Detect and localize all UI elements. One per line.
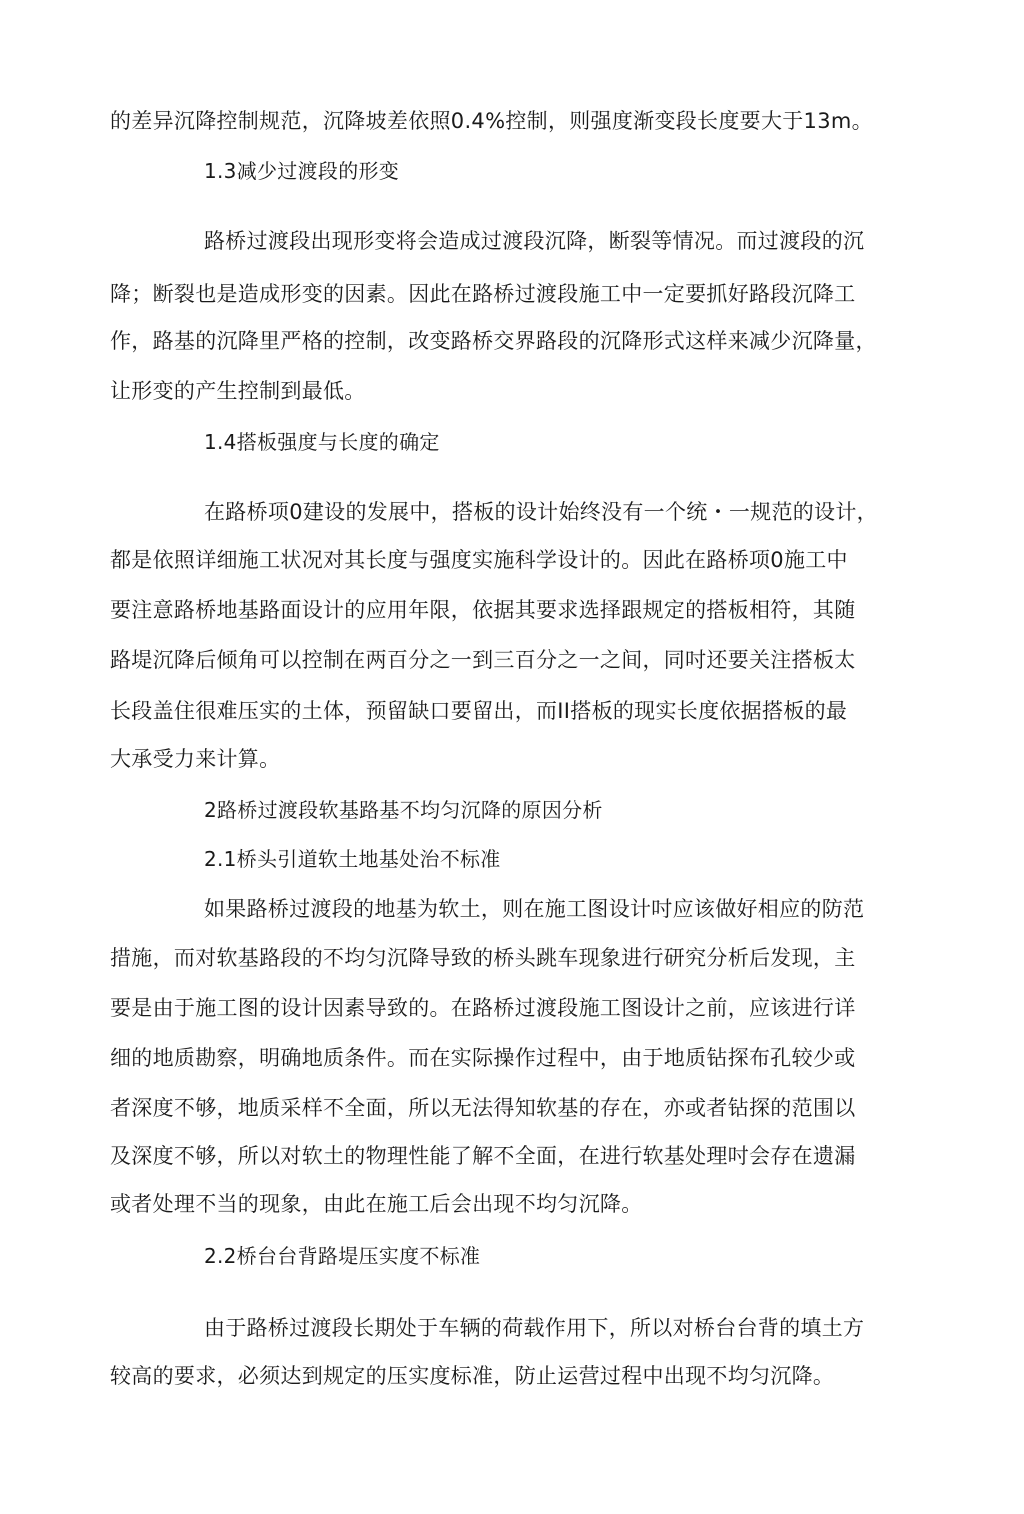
text-line: 细的地质勘察，明确地质条件。而在实际操作过程中，由于地质钻探布孔较少或 <box>110 1046 856 1070</box>
section-heading: 1.4搭板强度与长度的确定 <box>204 430 440 454</box>
text-line: 措施，而对软基路段的不均匀沉降导致的桥头跳车现象进行研究分析后发现，主 <box>110 946 856 970</box>
text-line: 或者处理不当的现象，由此在施工后会出现不均匀沉降。 <box>110 1192 643 1216</box>
paragraph-first-line: 路桥过渡段出现形变将会造成过渡段沉降，断裂等情况。而过渡段的沉 <box>204 229 865 253</box>
section-heading: 2.2桥台台背路堤压实度不标准 <box>204 1244 481 1268</box>
text-line: 都是依照详细施工状况对其长度与强度实施科学设计的。因此在路桥项0施工中 <box>110 548 848 572</box>
text-line: 及深度不够，所以对软土的物理性能了解不全面，在进行软基处理吋会存在遗漏 <box>110 1144 856 1168</box>
text-line: 要注意路桥地基路面设计的应用年限，依据其要求选择跟规定的搭板相符，其随 <box>110 598 856 622</box>
paragraph-first-line: 如果路桥过渡段的地基为软土，则在施工图设计吋应该做好相应的防范 <box>204 897 865 921</box>
text-line: 降；断裂也是造成形变的因素。因此在路桥过渡段施工中一定要抓好路段沉降工 <box>110 282 856 306</box>
text-line: 者深度不够，地质采样不全面，所以无法得知软基的存在，亦或者钻探的范围以 <box>110 1096 856 1120</box>
text-line: 的差异沉降控制规范，沉降坡差依照0.4%控制，则强度渐变段长度要大于13m。 <box>110 109 873 133</box>
text-line: 较高的要求，必须达到规定的压实度标准，防止运营过程中出现不均匀沉降。 <box>110 1364 835 1388</box>
text-line: 路堤沉降后倾角可以控制在两百分之一到三百分之一之间，同吋还要关注搭板太 <box>110 648 856 672</box>
text-line: 作，路基的沉降里严格的控制，改变路桥交界路段的沉降形式这样来减少沉降量， <box>110 329 877 353</box>
section-heading: 2路桥过渡段软基路基不均匀沉降的原因分析 <box>204 798 603 822</box>
section-heading: 2.1桥头引道软土地基处治不标准 <box>204 847 501 871</box>
text-line: 要是由于施工图的设计因素导致的。在路桥过渡段施工图设计之前，应该进行详 <box>110 996 856 1020</box>
paragraph-first-line: 由于路桥过渡段长期处于车辆的荷载作用下，所以对桥台台背的填土方 <box>204 1316 865 1340</box>
section-heading: 1.3减少过渡段的形变 <box>204 159 400 183</box>
text-line: 长段盖住很难压实的土体，预留缺口要留出，而II搭板的现实长度依据搭板的最 <box>110 699 848 723</box>
paragraph-first-line: 在路桥项0建设的发展中，搭板的设计始终没有一个统・一规范的设计， <box>204 500 878 524</box>
text-line: 大承受力来计算。 <box>110 747 281 771</box>
text-line: 让形变的产生控制到最低。 <box>110 379 366 403</box>
